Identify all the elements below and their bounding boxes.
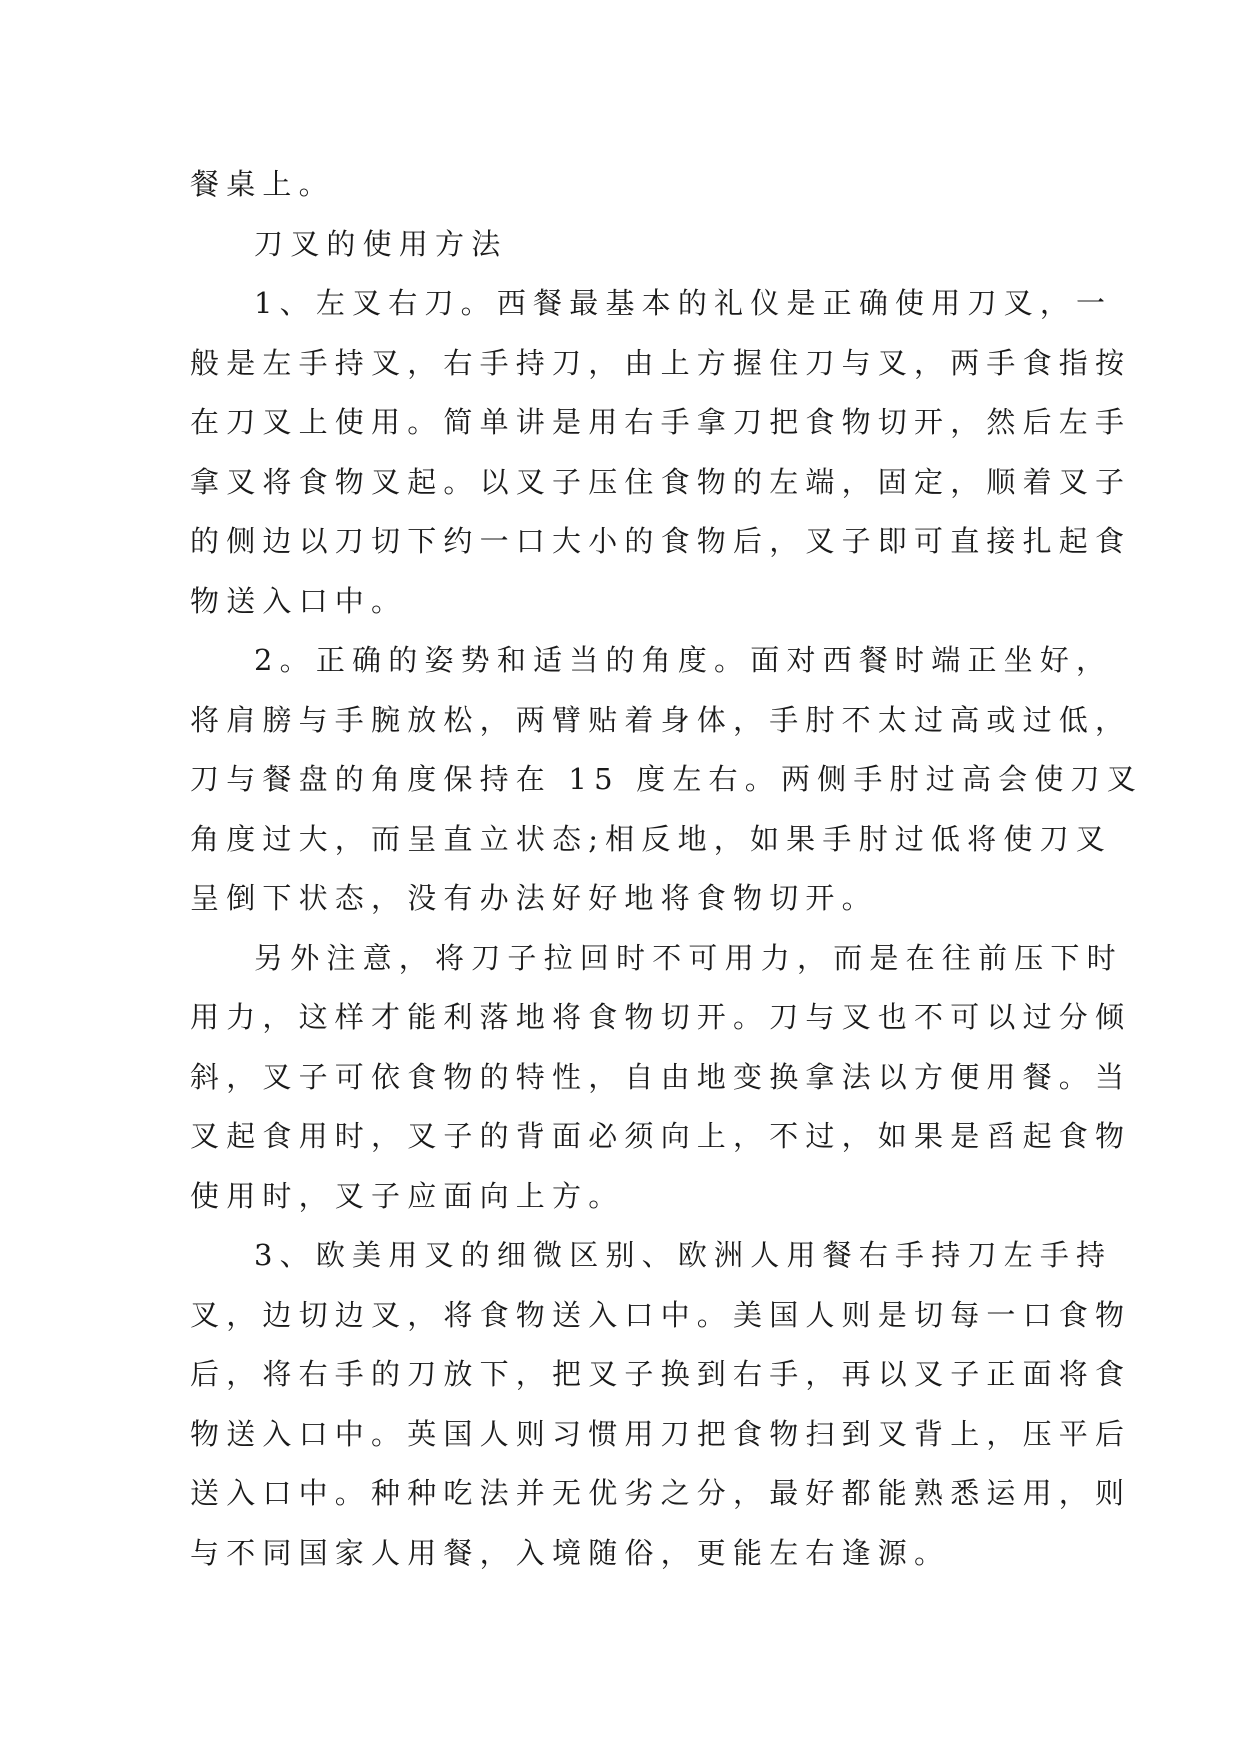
text-line: 角度过大，而呈直立状态;相反地，如果手肘过低将使刀叉 [190, 821, 1112, 856]
section-heading: 刀叉的使用方法 [254, 226, 508, 261]
text-line: 3、欧美用叉的细微区别、欧洲人用餐右手持刀左手持 [254, 1238, 1113, 1272]
text-line: 使用时，叉子应面向上方。 [190, 1178, 625, 1213]
text-line: 送入口中。种种吃法并无优劣之分，最好都能熟悉运用，则 [190, 1476, 1132, 1510]
text-line: 的侧边以刀切下约一口大小的食物后，叉子即可直接扎起食 [190, 524, 1132, 558]
text-line: 2。正确的姿势和适当的角度。面对西餐时端正坐好， [254, 643, 1113, 677]
text-line: 物送入口中。英国人则习惯用刀把食物扫到叉背上，压平后 [190, 1416, 1132, 1451]
text-line: 物送入口中。 [190, 583, 408, 618]
text-line: 后，将右手的刀放下，把叉子换到右手，再以叉子正面将食 [190, 1357, 1132, 1391]
text-line: 拿叉将食物叉起。以叉子压住食物的左端，固定，顺着叉子 [190, 464, 1132, 499]
text-line: 餐桌上。 [190, 167, 335, 201]
text-line: 在刀叉上使用。简单讲是用右手拿刀把食物切开，然后左手 [190, 405, 1132, 439]
text-line: 般是左手持叉，右手持刀，由上方握住刀与叉，两手食指按 [190, 345, 1132, 380]
text-line: 1、左叉右刀。西餐最基本的礼仪是正确使用刀叉，一 [254, 286, 1113, 320]
body-text [190, 155, 1143, 1583]
text-line: 用力，这样才能利落地将食物切开。刀与叉也不可以过分倾 [190, 1000, 1132, 1034]
text-line: 叉，边切边叉，将食物送入口中。美国人则是切每一口食物 [190, 1297, 1132, 1332]
text-line: 呈倒下状态，没有办法好好地将食物切开。 [190, 881, 878, 915]
text-line: 叉起食用时，叉子的背面必须向上，不过，如果是舀起食物 [190, 1119, 1132, 1153]
text-line: 斜，叉子可依食物的特性，自由地变换拿法以方便用餐。当 [190, 1059, 1132, 1094]
text-line: 另外注意，将刀子拉回时不可用力，而是在往前压下时 [254, 940, 1123, 975]
text-line: 刀与餐盘的角度保持在 15 度左右。两侧手肘过高会使刀叉 [190, 762, 1143, 796]
text-line: 将肩膀与手腕放松，两臂贴着身体，手肘不太过高或过低， [190, 702, 1132, 737]
text-line: 与不同国家人用餐，入境随俗，更能左右逢源。 [190, 1535, 951, 1570]
